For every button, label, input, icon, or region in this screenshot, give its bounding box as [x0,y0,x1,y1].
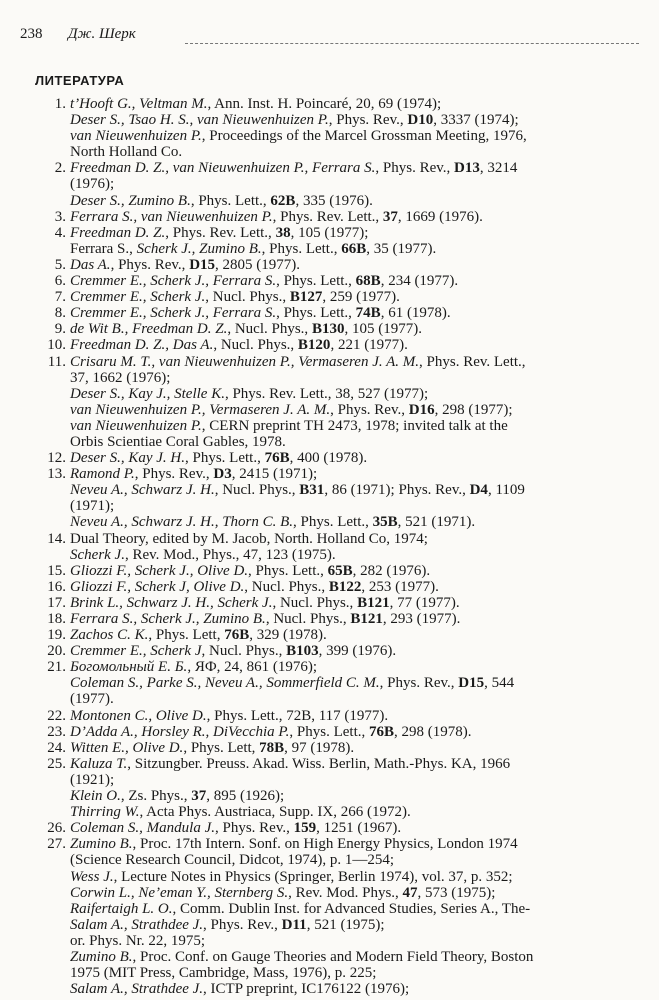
reference-line: Cremmer E., Scherk J., Ferrara S., Phys. Lett., 74B, 61 (1978). [70,305,451,322]
reference-number: 9. [54,321,66,338]
reference-line: Ferrara S., van Nieuwenhuizen P., Phys. Rev. Lett., 37, 1669 (1976). [70,208,483,225]
reference-line: Ferrara S., Scherk J., Zumino B., Phys. Lett., 66B, 35 (1977). [70,240,437,257]
reference-number: 21. [47,659,66,676]
reference-number: 20. [47,643,66,660]
reference-line: Scherk J., Rev. Mod., Phys., 47, 123 (1975). [70,546,336,563]
reference-number: 18. [47,611,66,627]
reference-line: or. Phys. Nr. 22, 1975; [70,932,206,949]
reference-entry [0,450,659,466]
reference-line: (1921); [70,771,115,788]
reference-entry [0,273,659,289]
reference-line: de Wit B., Freedman D. Z., Nucl. Phys., B130, 105 (1977). [70,321,422,338]
reference-entry [0,354,659,451]
reference-line: Freedman D. Z., van Nieuwenhuizen P., Ferrara S., Phys. Rev., D13, 3214 [70,160,518,177]
reference-entry [0,643,659,659]
reference-entry [0,836,659,997]
header-rule [185,43,639,44]
reference-number: 26. [47,820,66,837]
reference-line: Freedman D. Z., Phys. Rev. Lett., 38, 105 (1977); [70,224,369,241]
reference-line: Salam A., Strathdee J., Phys. Rev., D11, 521 (1975); [70,916,385,933]
reference-line: Coleman S., Parke S., Neveu A., Sommerfield C. M., Phys. Rev., D15, 544 [70,675,515,692]
reference-number: 23. [47,723,66,740]
reference-entry [0,724,659,740]
reference-entry [0,209,659,225]
reference-number: 19. [47,627,66,644]
reference-line: (1976); [70,176,115,193]
reference-entry [0,305,659,321]
reference-number: 27. [47,836,66,853]
reference-line: Klein O., Zs. Phys., 37, 895 (1926); [70,788,285,805]
reference-line: Neveu A., Schwarz J. H., Thorn C. B., Phys. Lett., 35B, 521 (1971). [70,514,476,531]
reference-line: Montonen C., Olive D., Phys. Lett., 72B, 117 (1977). [70,707,389,724]
reference-number: 16. [47,578,66,595]
reference-number: 5. [54,256,66,273]
reference-entry [0,531,659,563]
reference-line: Crisaru M. T., van Nieuwenhuizen P., Vermaseren J. A. M., Phys. Rev. Lett., [70,353,526,370]
reference-line: Zumino B., Proc. 17th Intern. Sonf. on High Energy Physics, London 1974 [70,836,518,853]
reference-entry [0,337,659,353]
running-title: Дж. Шерк [68,26,136,42]
reference-line: van Nieuwenhuizen P., Proceedings of the Marcel Grossman Meeting, 1976, [70,128,527,145]
reference-line: Cremmer E., Scherk J., Ferrara S., Phys. Lett., 68B, 234 (1977). [70,273,459,290]
reference-line: Wess J., Lecture Notes in Physics (Springer, Berlin 1974), vol. 37, p. 352; [70,868,513,885]
reference-line: van Nieuwenhuizen P., CERN preprint TH 2473, 1978; invited talk at the [70,417,508,434]
reference-number: 6. [54,273,66,290]
reference-entry [0,225,659,257]
reference-entry [0,659,659,707]
reference-entry [0,289,659,305]
page-number: 238 [20,26,43,42]
reference-line: Deser S., Tsao H. S., van Nieuwenhuizen P., Phys. Rev., D10, 3337 (1974); [70,112,519,129]
page-header [20,26,639,48]
reference-line: Orbis Scientiae Coral Gables, 1978. [70,433,286,450]
reference-line: Богомольный Е. Б., ЯФ, 24, 861 (1976); [70,659,318,676]
reference-entry [0,595,659,611]
reference-line: Brink L., Schwarz J. H., Scherk J., Nucl. Phys., B121, 77 (1977). [70,594,460,611]
reference-line: Ferrara S., Scherk J., Zumino B., Nucl. Phys., B121, 293 (1977). [70,611,461,627]
reference-line: Zachos C. K., Phys. Lett, 76B, 329 (1978). [70,627,327,644]
reference-entry [0,820,659,836]
reference-line: 1975 (MIT Press, Cambridge, Mass, 1976), p. 225; [70,965,377,982]
reference-line: (1971); [70,498,115,515]
reference-line: North Holland Co. [70,144,183,161]
reference-number: 12. [47,450,66,467]
reference-line: 37, 1662 (1976); [70,369,171,386]
reference-line: Ramond P., Phys. Rev., D3, 2415 (1971); [70,466,318,483]
reference-number: 14. [47,530,66,547]
reference-line: Gliozzi F., Scherk J., Olive D., Phys. Lett., 65B, 282 (1976). [70,562,431,579]
reference-entry [0,257,659,273]
reference-line: Corwin L., Ne’eman Y., Sternberg S., Rev. Mod. Phys., 47, 573 (1975); [70,884,496,901]
reference-entry [0,579,659,595]
section-title: ЛИТЕРАТУРА [35,73,125,88]
reference-entry [0,96,659,160]
reference-number: 22. [47,707,66,724]
reference-number: 11. [47,353,66,370]
reference-number: 25. [47,755,66,772]
reference-line: t’Hooft G., Veltman M., Ann. Inst. H. Poincaré, 20, 69 (1974); [70,96,442,112]
reference-number: 15. [47,562,66,579]
reference-number: 17. [47,594,66,611]
reference-line: Zumino B., Proc. Conf. on Gauge Theories and Modern Field Theory, Boston [70,948,534,965]
reference-number: 1. [54,96,66,112]
reference-line: Kaluza T., Sitzungber. Preuss. Akad. Wiss. Berlin, Math.-Phys. KA, 1966 [70,755,511,772]
reference-line: Das A., Phys. Rev., D15, 2805 (1977). [70,256,301,273]
reference-line: van Nieuwenhuizen P., Vermaseren J. A. M., Phys. Rev., D16, 298 (1977); [70,401,513,418]
reference-line: Cremmer E., Scherk J, Nucl. Phys., B103, 399 (1976). [70,643,397,660]
reference-number: 13. [47,466,66,483]
reference-line: Coleman S., Mandula J., Phys. Rev., 159, 1251 (1967). [70,820,402,837]
reference-line: Freedman D. Z., Das A., Nucl. Phys., B120, 221 (1977). [70,337,408,354]
reference-number: 3. [54,208,66,225]
reference-line: Thirring W., Acta Phys. Austriaca, Supp. IX, 266 (1972). [70,804,411,821]
reference-entry [0,611,659,627]
reference-line: (1977). [70,691,114,708]
reference-entry [0,756,659,820]
reference-line: Gliozzi F., Scherk J, Olive D., Nucl. Phys., B122, 253 (1977). [70,578,439,595]
reference-line: Neveu A., Schwarz J. H., Nucl. Phys., B31, 86 (1971); Phys. Rev., D4, 1109 [70,482,525,499]
reference-line: Deser S., Kay J. H., Phys. Lett., 76B, 400 (1978). [70,450,368,467]
reference-entry [0,708,659,724]
reference-line: Salam A., Strathdee J., ICTP preprint, IC176122 (1976); [70,981,410,998]
reference-entry [0,563,659,579]
reference-line: Deser S., Kay J., Stelle K., Phys. Rev. Lett., 38, 527 (1977); [70,385,429,402]
reference-entry [0,466,659,530]
reference-line: (Science Research Council, Didcot, 1974), p. 1—254; [70,852,395,869]
reference-entry [0,627,659,643]
reference-list [0,96,659,997]
reference-line: Cremmer E., Scherk J., Nucl. Phys., B127, 259 (1977). [70,289,400,306]
reference-entry [0,160,659,208]
reference-line: Dual Theory, edited by M. Jacob, North. Holland Co, 1974; [70,530,428,547]
reference-number: 7. [54,289,66,306]
reference-number: 10. [47,337,66,354]
reference-number: 24. [47,739,66,756]
reference-line: Raifertaigh L. O., Comm. Dublin Inst. for Advanced Studies, Series A., The- [70,900,531,917]
reference-entry [0,740,659,756]
reference-number: 2. [54,160,66,177]
reference-entry [0,321,659,337]
reference-line: Witten E., Olive D., Phys. Lett, 78B, 97 (1978). [70,739,355,756]
reference-number: 4. [54,224,66,241]
reference-number: 8. [54,305,66,322]
reference-line: D’Adda A., Horsley R., DiVecchia P., Phys. Lett., 76B, 298 (1978). [70,723,472,740]
reference-line: Deser S., Zumino B., Phys. Lett., 62B, 335 (1976). [70,192,373,209]
